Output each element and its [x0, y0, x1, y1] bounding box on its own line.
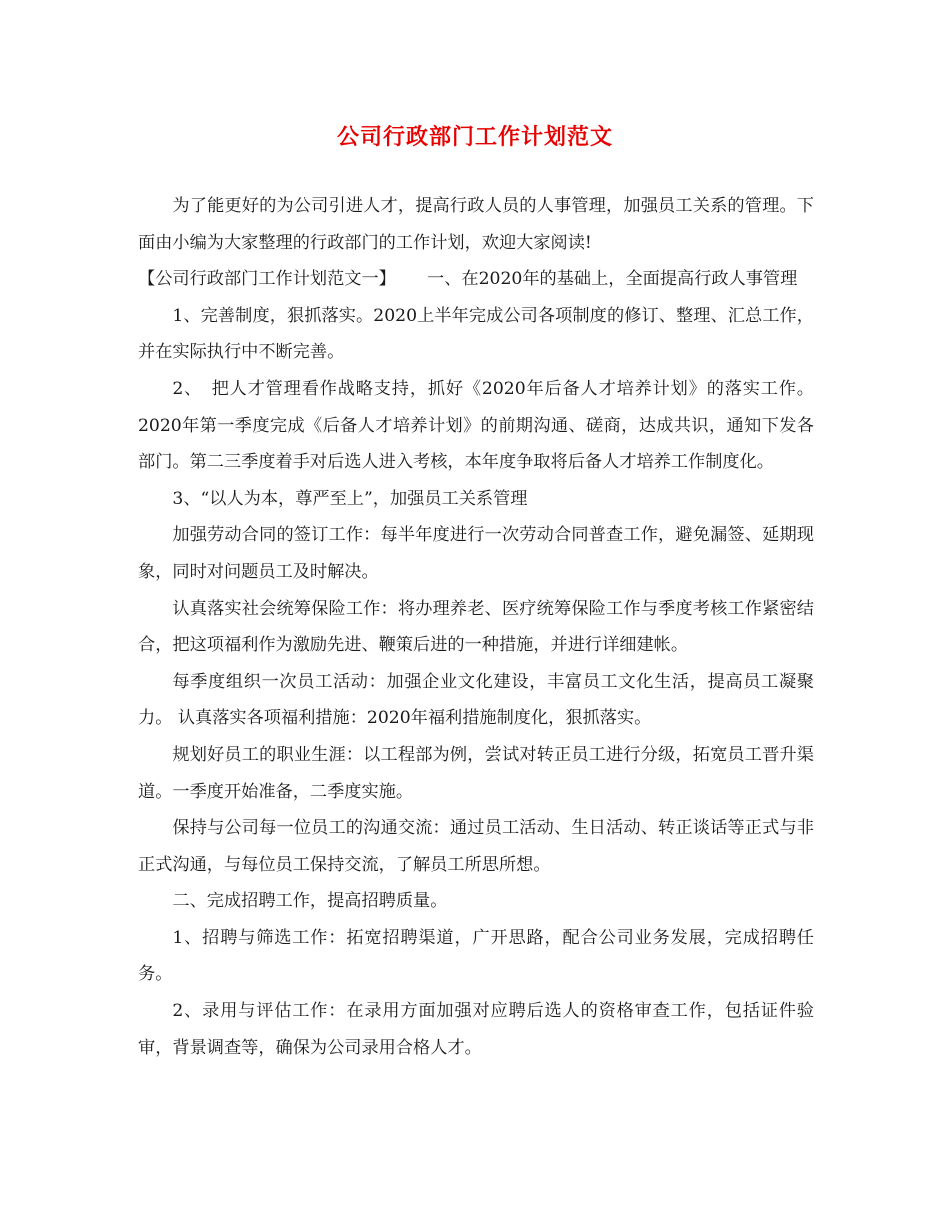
body-paragraph: 每季度组织一次员工活动：加强企业文化建设，丰富员工文化生活，提高员工凝聚力。 认真落实各项福利措施：2020年福利措施制度化，狠抓落实。 [138, 671, 814, 729]
body-paragraph: 3、“以人为本，尊严至上”，加强员工关系管理 [172, 488, 528, 509]
body-paragraph: 加强劳动合同的签订工作：每半年度进行一次劳动合同普查工作，避免漏签、延期现象，同时对问题员工及时解决。 [138, 525, 814, 582]
body-paragraph: 规划好员工的职业生涯：以工程部为例，尝试对转正员工进行分级，拓宽员工晋升渠道。一季度开始准备，二季度实施。 [138, 744, 814, 802]
body-paragraph: 1、招聘与筛选工作：拓宽招聘渠道，广开思路，配合公司业务发展，完成招聘任务。 [138, 927, 814, 985]
body-paragraph: 认真落实社会统筹保险工作：将办理养老、医疗统筹保险工作与季度考核工作紧密结合，把这项福利作为激励先进、鞭策后进的一种措施，并进行详细建帐。 [138, 598, 814, 656]
body-paragraph: 保持与公司每一位员工的沟通交流：通过员工活动、生日活动、转正谈话等正式与非正式沟通，与每位员工保持交流，了解员工所思所想。 [138, 818, 814, 875]
body-paragraph: 2、录用与评估工作：在录用方面加强对应聘后选人的资格审查工作，包括证件验审，背景调查等，确保为公司录用合格人才。 [138, 1001, 814, 1058]
document-body [138, 188, 814, 1066]
section-heading-paragraph: 【公司行政部门工作计划范文一】 一、在2020年的基础上，全面提高行政人事管理 [138, 269, 798, 290]
body-paragraph: 二、完成招聘工作，提高招聘质量。 [172, 891, 448, 912]
body-paragraph: 1、完善制度，狠抓落实。2020上半年完成公司各项制度的修订、整理、汇总工作，并在实际执行中不断完善。 [138, 305, 814, 363]
document-title: 公司行政部门工作计划范文 [336, 124, 613, 150]
intro-paragraph: 为了能更好的为公司引进人才，提高行政人员的人事管理，加强员工关系的管理。下面由小编为大家整理的行政部门的工作计划，欢迎大家阅读! [138, 196, 814, 253]
body-paragraph: 2、 把人才管理看作战略支持，抓好《2020年后备人才培养计划》的落实工作。2020年第一季度完成《后备人才培养计划》的前期沟通、磋商，达成共识，通知下发各部门。第二三季度着手对后选人进入考核，本年度争取将后备人才培养工作制度化。 [138, 378, 814, 473]
